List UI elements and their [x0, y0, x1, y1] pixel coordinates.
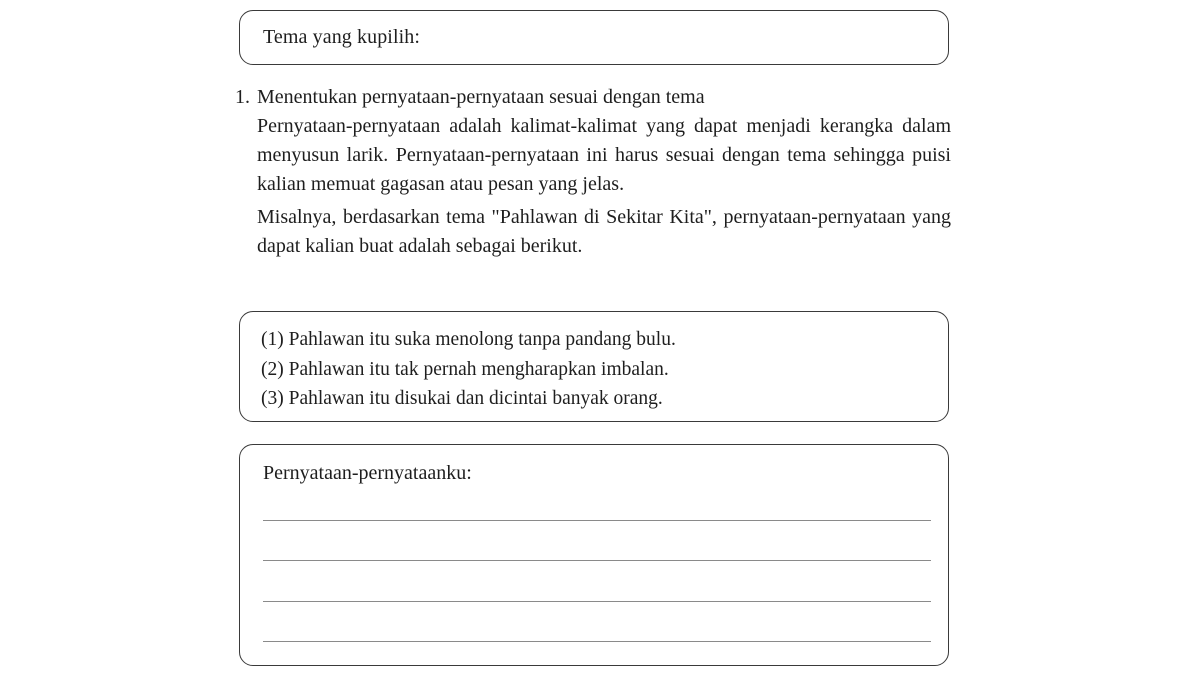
step-number: 1. [235, 86, 250, 108]
example-intro-paragraph: Misalnya, berdasarkan tema "Pahlawan di Sekitar Kita", pernyataan-pernyataan yang dapat kalian buat adalah sebagai berikut. [257, 206, 951, 257]
explanation-paragraph: Pernyataan-pernyataan adalah kalimat-kalimat yang dapat menjadi kerangka dalam menyusun larik. Pernyataan-pernyataan ini harus sesuai dengan tema sehingga puisi kalian memuat gagasan atau pesan yang jelas. [257, 115, 951, 195]
step-section [235, 83, 951, 261]
writing-line [263, 601, 931, 602]
examples-box [239, 311, 949, 422]
example-statement: (2) Pahlawan itu tak pernah mengharapkan imbalan. [261, 358, 669, 380]
example-statement: (1) Pahlawan itu suka menolong tanpa pandang bulu. [261, 329, 676, 350]
theme-box [239, 10, 949, 65]
step-body [235, 112, 951, 261]
step-heading-row [235, 83, 951, 112]
writing-line [263, 641, 931, 642]
answer-box [239, 444, 949, 666]
writing-line [263, 520, 931, 521]
answer-label: Pernyataan-pernyataanku: [263, 462, 472, 484]
theme-label: Tema yang kupilih: [263, 26, 421, 48]
writing-line [263, 560, 931, 561]
step-heading: Menentukan pernyataan-pernyataan sesuai dengan tema [257, 86, 705, 108]
example-statement: (3) Pahlawan itu disukai dan dicintai banyak orang. [261, 388, 663, 409]
